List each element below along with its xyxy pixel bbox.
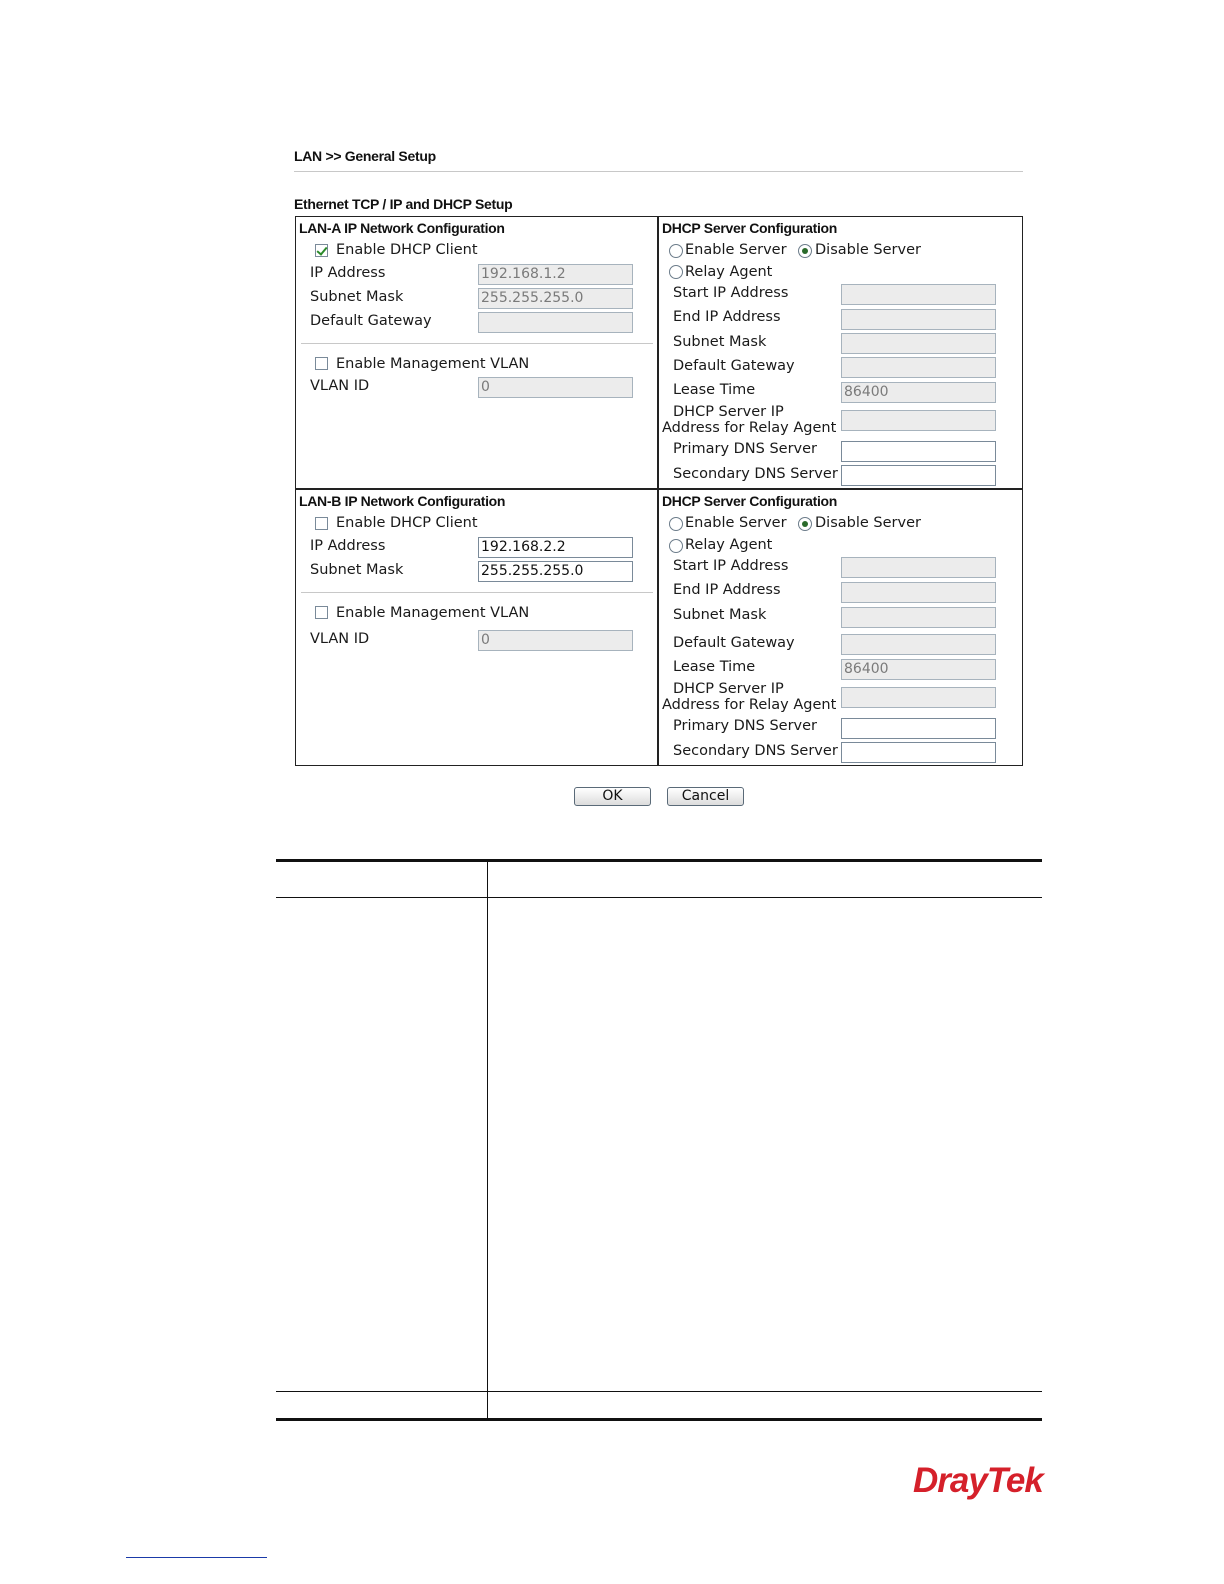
lan-a-enable-dhcp-client-checkbox[interactable]	[315, 244, 328, 257]
ok-button[interactable]: OK	[574, 787, 651, 806]
dhcp-a-mask-label: Subnet Mask	[673, 334, 767, 350]
dhcp-b-end-ip-label: End IP Address	[673, 582, 781, 598]
dhcp-b-mask-label: Subnet Mask	[673, 607, 767, 623]
dhcp-a-relay-ip-input[interactable]	[841, 410, 996, 431]
dhcp-a-relay-ip-label-2: Address for Relay Agent	[662, 420, 837, 436]
dhcp-a-primary-dns-input[interactable]	[841, 441, 996, 462]
draytek-logo: DrayTek	[913, 1461, 1043, 1500]
dhcp-a-enable-server-label: Enable Server	[685, 242, 787, 258]
dhcp-a-start-ip-input[interactable]	[841, 284, 996, 305]
dhcp-a-title: DHCP Server Configuration	[662, 220, 838, 236]
dhcp-a-primary-dns-label: Primary DNS Server	[673, 441, 818, 457]
table-bottom-rule	[276, 1418, 1042, 1421]
table-row-rule	[276, 1391, 1042, 1392]
dhcp-b-relay-agent-radio[interactable]	[669, 539, 683, 553]
header-divider	[294, 171, 1023, 172]
dhcp-b-disable-server-label: Disable Server	[815, 515, 921, 531]
lan-b-divider	[301, 592, 653, 593]
lan-a-mgmt-vlan-label: Enable Management VLAN	[336, 356, 530, 372]
lan-a-mgmt-vlan-checkbox[interactable]	[315, 357, 328, 370]
dhcp-b-secondary-dns-label: Secondary DNS Server	[673, 743, 838, 759]
lan-b-enable-dhcp-client-checkbox[interactable]	[315, 517, 328, 530]
lan-a-ip-label: IP Address	[310, 265, 386, 281]
lan-b-title: LAN-B IP Network Configuration	[299, 493, 506, 509]
dhcp-a-relay-ip-label: DHCP Server IP	[673, 404, 784, 420]
dhcp-b-relay-ip-label-2: Address for Relay Agent	[662, 697, 837, 713]
lan-a-enable-dhcp-client-label: Enable DHCP Client	[336, 242, 478, 258]
table-top-rule	[276, 859, 1042, 862]
lan-b-mask-input[interactable]: 255.255.255.0	[478, 561, 633, 582]
dhcp-a-end-ip-label: End IP Address	[673, 309, 781, 325]
dhcp-a-enable-server-radio[interactable]	[669, 244, 683, 258]
dhcp-b-mask-input[interactable]	[841, 607, 996, 628]
dhcp-a-relay-agent-radio[interactable]	[669, 265, 683, 279]
dhcp-b-gateway-input[interactable]	[841, 634, 996, 655]
dhcp-a-end-ip-input[interactable]	[841, 309, 996, 330]
lan-a-mask-label: Subnet Mask	[310, 289, 404, 305]
dhcp-a-lease-label: Lease Time	[673, 382, 756, 398]
lan-a-gateway-label: Default Gateway	[310, 313, 432, 329]
dhcp-b-relay-agent-label: Relay Agent	[685, 537, 773, 553]
column-divider	[657, 216, 659, 766]
lan-b-mask-label: Subnet Mask	[310, 562, 404, 578]
dhcp-a-start-ip-label: Start IP Address	[673, 285, 789, 301]
lan-b-vlan-id-label: VLAN ID	[310, 631, 370, 647]
dhcp-a-disable-server-radio[interactable]	[798, 244, 812, 258]
dhcp-a-gateway-label: Default Gateway	[673, 358, 795, 374]
breadcrumb: LAN >> General Setup	[294, 148, 436, 164]
dhcp-a-lease-input[interactable]: 86400	[841, 382, 996, 403]
lan-b-ip-input[interactable]: 192.168.2.2	[478, 537, 633, 558]
dhcp-b-start-ip-input[interactable]	[841, 557, 996, 578]
lan-a-vlan-id-input[interactable]: 0	[478, 377, 633, 398]
dhcp-b-disable-server-radio[interactable]	[798, 517, 812, 531]
dhcp-b-secondary-dns-input[interactable]	[841, 742, 996, 763]
lan-a-gateway-input[interactable]	[478, 312, 633, 333]
dhcp-b-primary-dns-label: Primary DNS Server	[673, 718, 818, 734]
cancel-button[interactable]: Cancel	[667, 787, 744, 806]
lan-a-vlan-id-label: VLAN ID	[310, 378, 370, 394]
lan-a-ip-input[interactable]: 192.168.1.2	[478, 264, 633, 285]
dhcp-b-title: DHCP Server Configuration	[662, 493, 838, 509]
lan-a-divider	[301, 343, 653, 344]
lan-b-mgmt-vlan-label: Enable Management VLAN	[336, 605, 530, 621]
row-divider	[295, 488, 1023, 490]
dhcp-b-relay-ip-label: DHCP Server IP	[673, 681, 784, 697]
table-column-rule	[487, 862, 488, 1418]
dhcp-b-gateway-label: Default Gateway	[673, 635, 795, 651]
dhcp-a-disable-server-label: Disable Server	[815, 242, 921, 258]
dhcp-b-enable-server-label: Enable Server	[685, 515, 787, 531]
lan-b-ip-label: IP Address	[310, 538, 386, 554]
dhcp-a-mask-input[interactable]	[841, 333, 996, 354]
table-header-rule	[276, 897, 1042, 898]
dhcp-a-secondary-dns-input[interactable]	[841, 465, 996, 486]
dhcp-a-gateway-input[interactable]	[841, 357, 996, 378]
lan-b-mgmt-vlan-checkbox[interactable]	[315, 606, 328, 619]
dhcp-b-lease-input[interactable]: 86400	[841, 659, 996, 680]
lan-a-mask-input[interactable]: 255.255.255.0	[478, 288, 633, 309]
section-title: Ethernet TCP / IP and DHCP Setup	[294, 196, 513, 212]
dhcp-b-end-ip-input[interactable]	[841, 582, 996, 603]
lan-a-title: LAN-A IP Network Configuration	[299, 220, 505, 236]
dhcp-b-primary-dns-input[interactable]	[841, 718, 996, 739]
dhcp-b-relay-ip-input[interactable]	[841, 687, 996, 708]
dhcp-b-enable-server-radio[interactable]	[669, 517, 683, 531]
dhcp-b-lease-label: Lease Time	[673, 659, 756, 675]
lan-b-enable-dhcp-client-label: Enable DHCP Client	[336, 515, 478, 531]
dhcp-b-start-ip-label: Start IP Address	[673, 558, 789, 574]
footer-link-underline	[126, 1557, 267, 1558]
lan-b-vlan-id-input[interactable]: 0	[478, 630, 633, 651]
dhcp-a-relay-agent-label: Relay Agent	[685, 264, 773, 280]
dhcp-a-secondary-dns-label: Secondary DNS Server	[673, 466, 838, 482]
